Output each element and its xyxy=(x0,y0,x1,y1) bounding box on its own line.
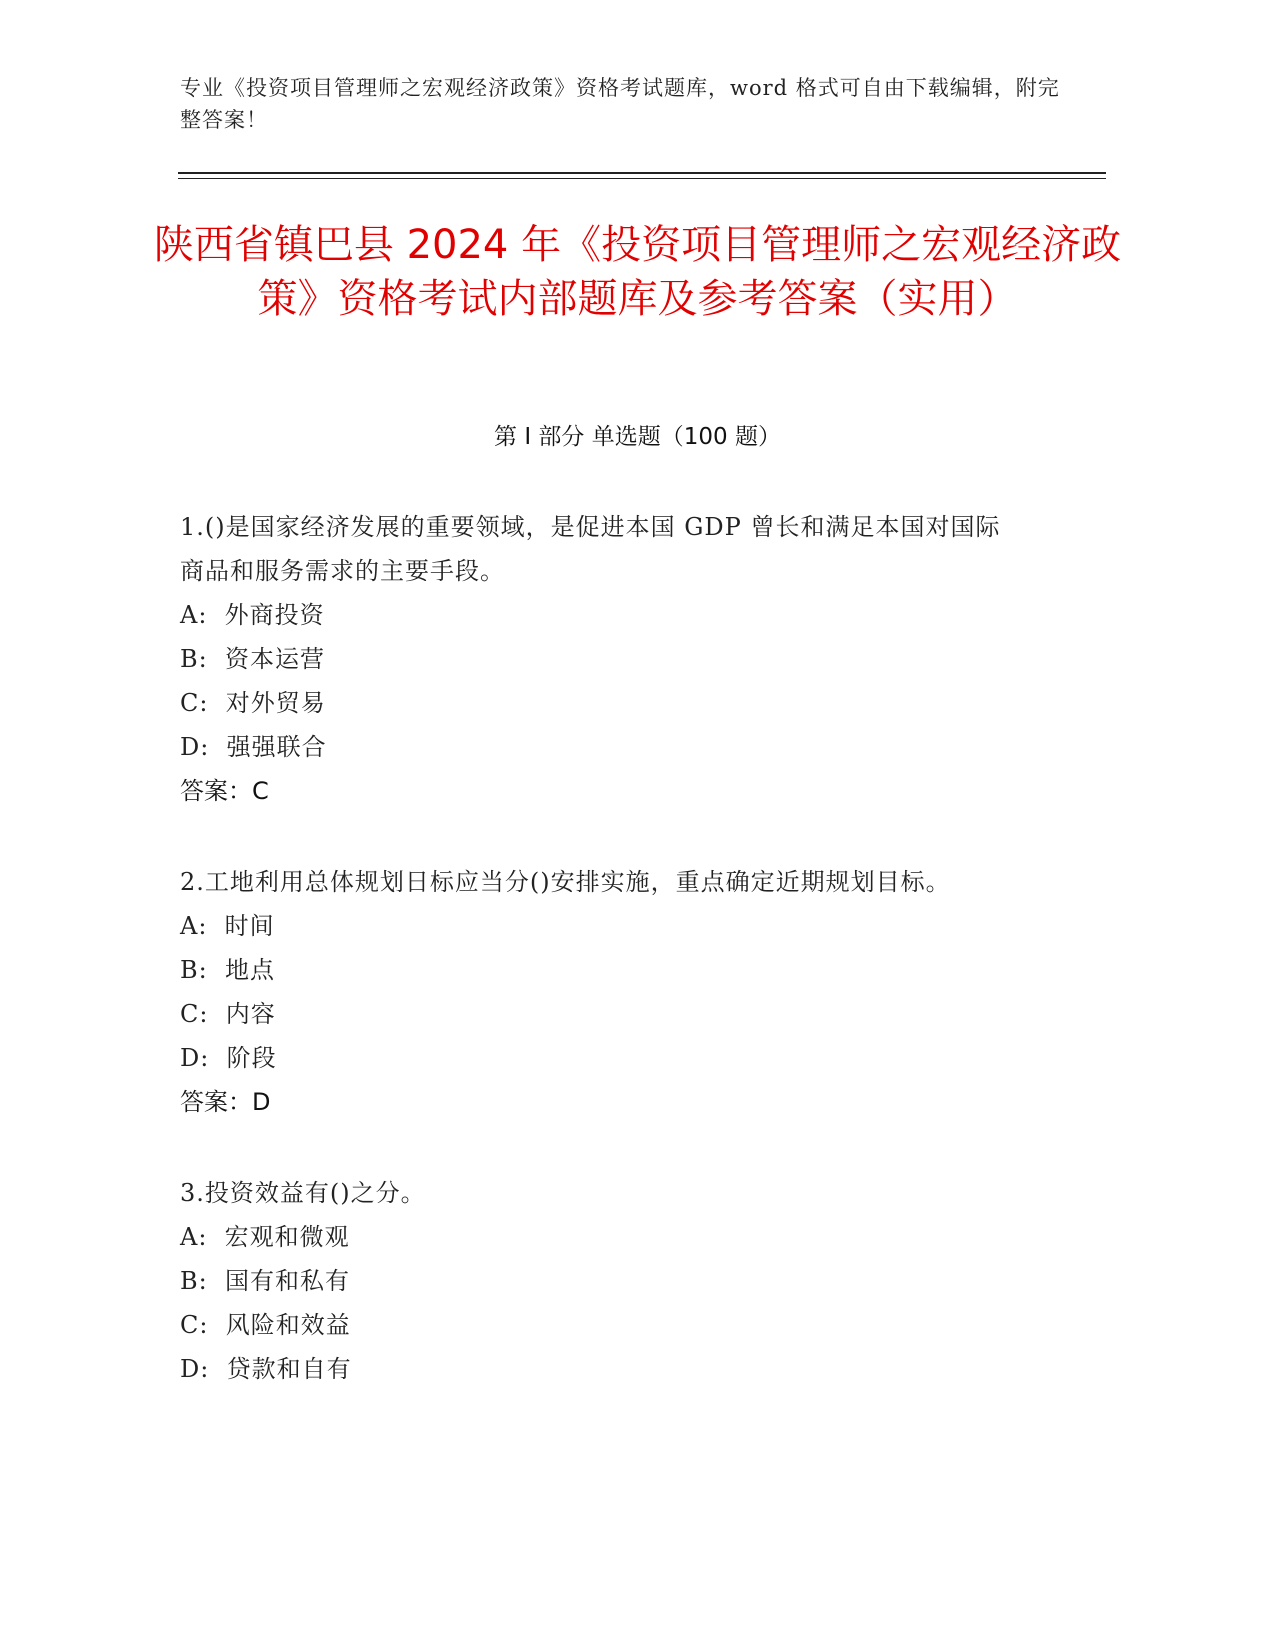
option-a: A: 外商投资 xyxy=(180,601,325,629)
question-3 xyxy=(180,1171,1020,1391)
option-a: A: 时间 xyxy=(180,912,275,940)
option-a: A: 宏观和微观 xyxy=(180,1223,350,1251)
option-d: D: 强强联合 xyxy=(180,733,327,761)
section-heading: 第 I 部分 单选题（100 题） xyxy=(494,424,781,450)
answer: 答案：C xyxy=(180,777,269,805)
question-stem: 2.工地利用总体规划日标应当分()安排实施，重点确定近期规划目标。 xyxy=(180,868,951,896)
header-divider-thick xyxy=(178,172,1106,174)
header-note: 专业《投资项目管理师之宏观经济政策》资格考试题库，word 格式可自由下载编辑，附完整答案！ xyxy=(180,76,1060,132)
option-c: C: 对外贸易 xyxy=(180,689,326,717)
answer: 答案：D xyxy=(180,1088,271,1116)
option-c: C: 风险和效益 xyxy=(180,1311,351,1339)
question-list xyxy=(180,505,1020,1438)
question-1 xyxy=(180,505,1020,813)
option-b: B: 国有和私有 xyxy=(180,1267,350,1295)
document-title: 陕西省镇巴县 2024 年《投资项目管理师之宏观经济政策》资格考试内部题库及参考答案（实用） xyxy=(153,222,1122,322)
option-d: D: 贷款和自有 xyxy=(180,1355,352,1383)
question-stem: 1.()是国家经济发展的重要领域，是促进本国 GDP 曾长和满足本国对国际商品和服务需求的主要手段。 xyxy=(180,513,1001,585)
option-b: B: 地点 xyxy=(180,956,275,984)
question-2 xyxy=(180,860,1020,1124)
option-c: C: 内容 xyxy=(180,1000,276,1028)
question-stem: 3.投资效益有()之分。 xyxy=(180,1179,426,1207)
option-d: D: 阶段 xyxy=(180,1044,277,1072)
option-b: B: 资本运营 xyxy=(180,645,325,673)
header-divider-thin xyxy=(178,178,1106,179)
